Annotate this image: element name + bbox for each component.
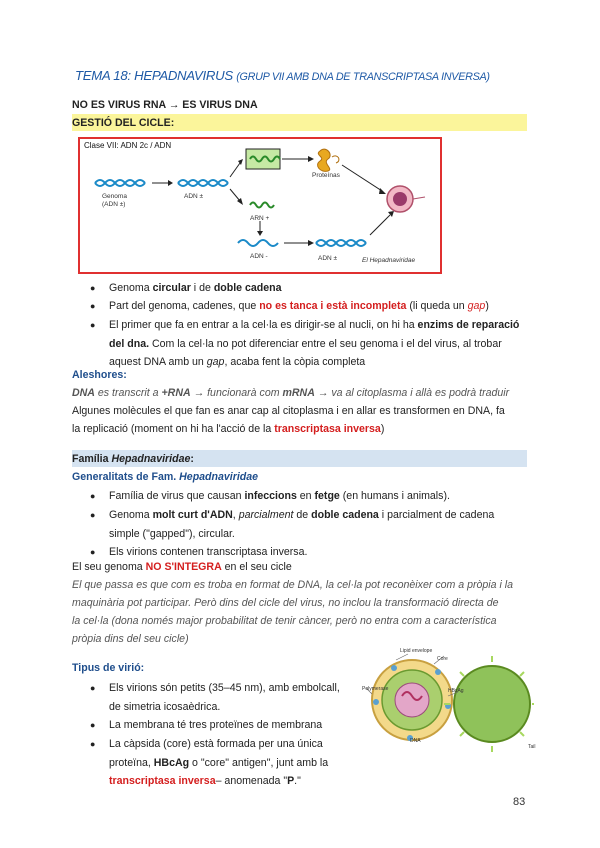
bullet-virions-petits: Els virions són petits (35–45 nm), amb embolcall, de simetria icosaèdrica.	[109, 682, 340, 713]
subheading-generalitats: Generalitats de Fam. Hepadnaviridae	[72, 471, 259, 483]
bullet-membrana: La membrana té tres proteïnes de membrana	[109, 719, 323, 731]
flow-line: DNA es transcrit a +RNA → funcionarà com mRNA → va al citoplasma i allà es podrà traduir	[72, 387, 510, 399]
label-adn-pm2: ADN ±	[318, 255, 338, 262]
italic-note-line: la cel·la (dona només major probabilitat de tenir càncer, però no entra com a característica	[72, 615, 497, 627]
bullet-dot: ●	[90, 320, 96, 330]
bullet-genoma-curt: Genoma molt curt d'ADN, parcialment de doble cadena i parcialment de cadena simple ("gapped"), circular.	[109, 509, 495, 540]
bullet-capsida: La càpsida (core) està formada per una única proteïna, HBcAg o "core" antigen", junt amb la transcriptasa inversa– anomenada "P."	[109, 738, 329, 787]
diagram-caption: Clase VII: ADN 2c / ADN	[84, 141, 172, 150]
bullet-dot: ●	[90, 720, 96, 730]
paragraph-line: la replicació (moment on hi ha l'acció de la transcriptasa inversa)	[72, 423, 385, 435]
label-family: El Hepadnaviridae	[362, 257, 416, 264]
label-genome: Genoma	[102, 193, 127, 200]
bullet-dot: ●	[90, 301, 96, 311]
bullet-genoma-circular: Genoma circular i de doble cadena	[109, 282, 282, 294]
virion-label-polymerase: Polymerase	[362, 686, 389, 692]
tipus-virio-heading: Tipus de virió:	[72, 662, 145, 674]
virion-label-hbsag: HBsAg	[448, 688, 464, 694]
bullet-primer: El primer que fa en entrar a la cel·la es dirigir-se al nucli, on hi ha enzims de reparació del dna. Com la cel·la no pot diferenciar entre el seu genoma i el del virus, al trobar aquest DNA amb un gap, acaba fent la còpia completa	[109, 319, 520, 368]
virion-label-dna: DNA	[410, 738, 421, 744]
italic-note-line: maquinària pot participar. Però dins del cicle del virus, no inclou la transformació directa de	[72, 597, 499, 609]
integra-line: El seu genoma NO S'INTEGRA en el seu cicle	[72, 561, 292, 573]
section-heading-familia: Família Hepadnaviridae:	[72, 453, 194, 465]
bullet-familia-virus: Família de virus que causan infeccions en fetge (en humans i animals).	[109, 490, 450, 502]
label-proteins: Proteínas	[312, 172, 340, 179]
bullet-dot: ●	[90, 283, 96, 293]
bullet-part-genoma: Part del genoma, cadenes, que no es tanca i està incompleta (li queda un gap)	[109, 300, 489, 312]
aleshores-heading: Aleshores:	[72, 369, 127, 381]
bullet-dot: ●	[90, 683, 96, 693]
intro-line: NO ES VIRUS RNA → ES VIRUS DNA	[72, 99, 258, 111]
page-title: TEMA 18: HEPADNAVIRUS (GRUP VII AMB DNA DE TRANSCRIPTASA INVERSA)	[75, 68, 490, 83]
virion-label-core: Core	[437, 656, 448, 662]
replication-diagram	[78, 137, 442, 274]
italic-note-line: El que passa es que com es troba en format de DNA, la cel·la pot reconèixer com a pròpia i la	[72, 579, 514, 591]
paragraph-line: Algunes molècules el que fan es anar cap al citoplasma i en allar es transformen en DNA, fa	[72, 405, 505, 417]
label-adn-minus: ADN -	[250, 253, 268, 260]
virion-label-envelope: Lipid envelope	[400, 648, 433, 654]
bullet-dot: ●	[90, 491, 96, 501]
virion-illustration	[364, 648, 534, 758]
page-number: 83	[513, 796, 526, 808]
label-arn: ARN +	[250, 215, 270, 222]
label-genome-type: (ADN ±)	[102, 201, 126, 208]
bullet-dot: ●	[90, 510, 96, 520]
bullet-dot: ●	[90, 739, 96, 749]
bullet-dot: ●	[90, 547, 96, 557]
virion-label-tail: Tail	[528, 744, 536, 750]
italic-note-line: pròpia dins del seu cicle)	[72, 633, 189, 645]
label-adn-pm: ADN ±	[184, 193, 204, 200]
section-heading-cicle: GESTIÓ DEL CICLE:	[72, 117, 175, 129]
bullet-virions-ti: Els virions contenen transcriptasa inversa.	[109, 546, 308, 558]
